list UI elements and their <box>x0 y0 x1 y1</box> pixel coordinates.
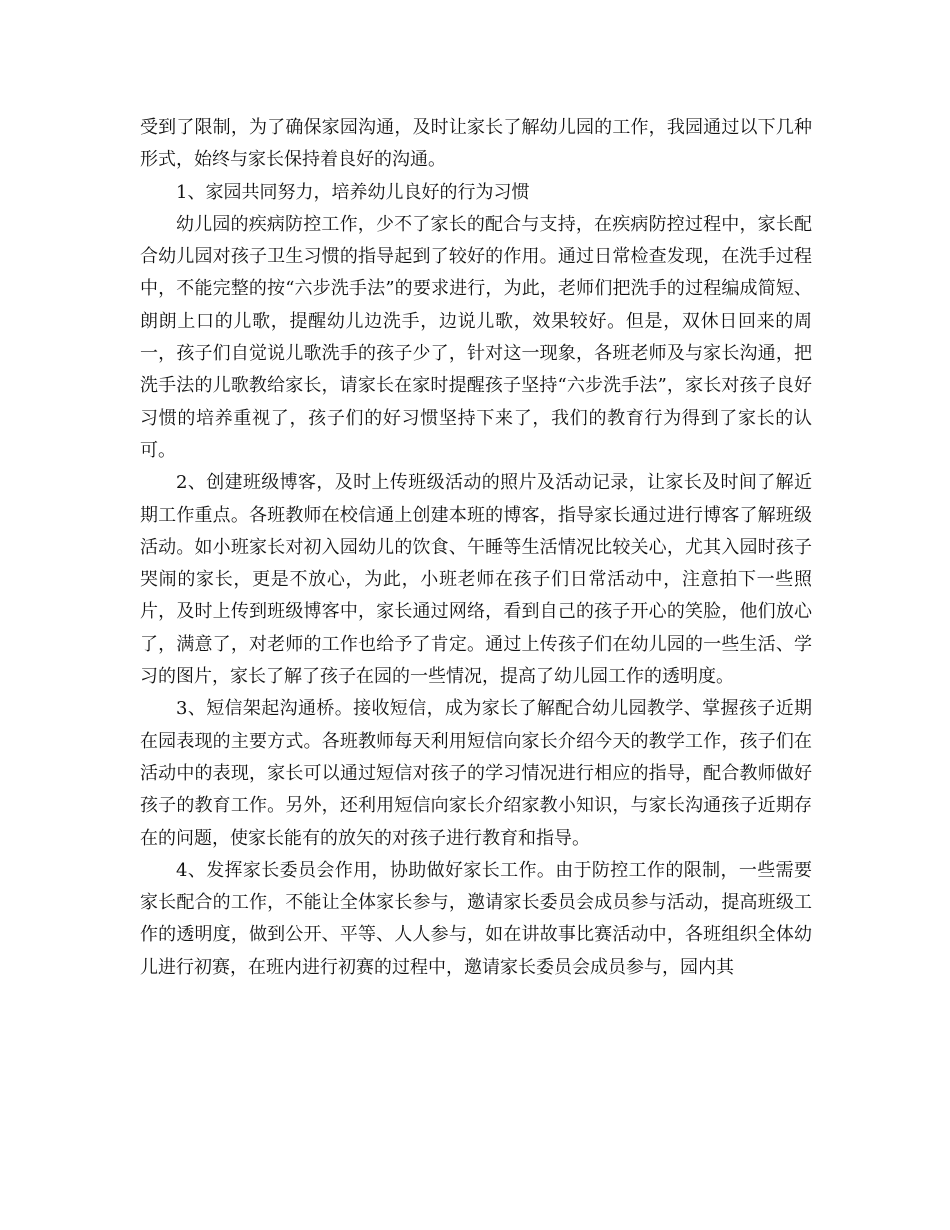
paragraph-handwashing: 幼儿园的疾病防控工作，少不了家长的配合与支持，在疾病防控过程中，家长配合幼儿园对孩子卫生习惯的指导起到了较好的作用。通过日常检查发现，在洗手过程中，不能完整的按“六步洗手法”的要求进行，为此，老师们把洗手的过程编成简短、朗朗上口的儿歌，提醒幼儿边洗手，边说儿歌，效果较好。但是，双休日回来的周一，孩子们自觉说儿歌洗手的孩子少了，针对这一现象，各班老师及与家长沟通，把洗手法的儿歌教给家长，请家长在家时提醒孩子坚持“六步洗手法”，家长对孩子良好习惯的培养重视了，孩子们的好习惯坚持下来了，我们的教育行为得到了家长的认可。 <box>140 213 812 461</box>
paragraph-parent-committee: 4、发挥家长委员会作用，协助做好家长工作。由于防控工作的限制，一些需要家长配合的工作，不能让全体家长参与，邀请家长委员会成员参与活动，提高班级工作的透明度，做到公开、平等、人人参与，如在讲故事比赛活动中，各班组织全体幼儿进行初赛，在班内进行初赛的过程中，邀请家长委员会成员参与，园内其 <box>140 859 812 978</box>
paragraph-sms: 3、短信架起沟通桥。接收短信，成为家长了解配合幼儿园教学、掌握孩子近期在园表现的主要方式。各班教师每天利用短信向家长介绍今天的教学工作，孩子们在活动中的表现，家长可以通过短信对孩子的学习情况进行相应的指导，配合教师做好孩子的教育工作。另外，还利用短信向家长介绍家教小知识，与家长沟通孩子近期存在的问题，使家长能有的放矢的对孩子进行教育和指导。 <box>140 698 812 849</box>
document-body <box>140 112 812 984</box>
paragraph-class-blog: 2、创建班级博客，及时上传班级活动的照片及活动记录，让家长及时间了解近期工作重点。各班教师在校信通上创建本班的博客，指导家长通过进行博客了解班级活动。如小班家长对初入园幼儿的饮食、午睡等生活情况比较关心，尤其入园时孩子哭闹的家长，更是不放心，为此，小班老师在孩子们日常活动中，注意拍下一些照片，及时上传到班级博客中，家长通过网络，看到自己的孩子开心的笑脸，他们放心了，满意了，对老师的工作也给予了肯定。通过上传孩子们在幼儿园的一些生活、学习的图片，家长了解了孩子在园的一些情况，提高了幼儿园工作的透明度。 <box>140 472 812 688</box>
paragraph-intro: 受到了限制，为了确保家园沟通，及时让家长了解幼儿园的工作，我园通过以下几种形式，始终与家长保持着良好的沟通。 <box>140 117 812 171</box>
paragraph-heading-1: 1、家园共同努力，培养幼儿良好的行为习惯 <box>176 181 530 203</box>
